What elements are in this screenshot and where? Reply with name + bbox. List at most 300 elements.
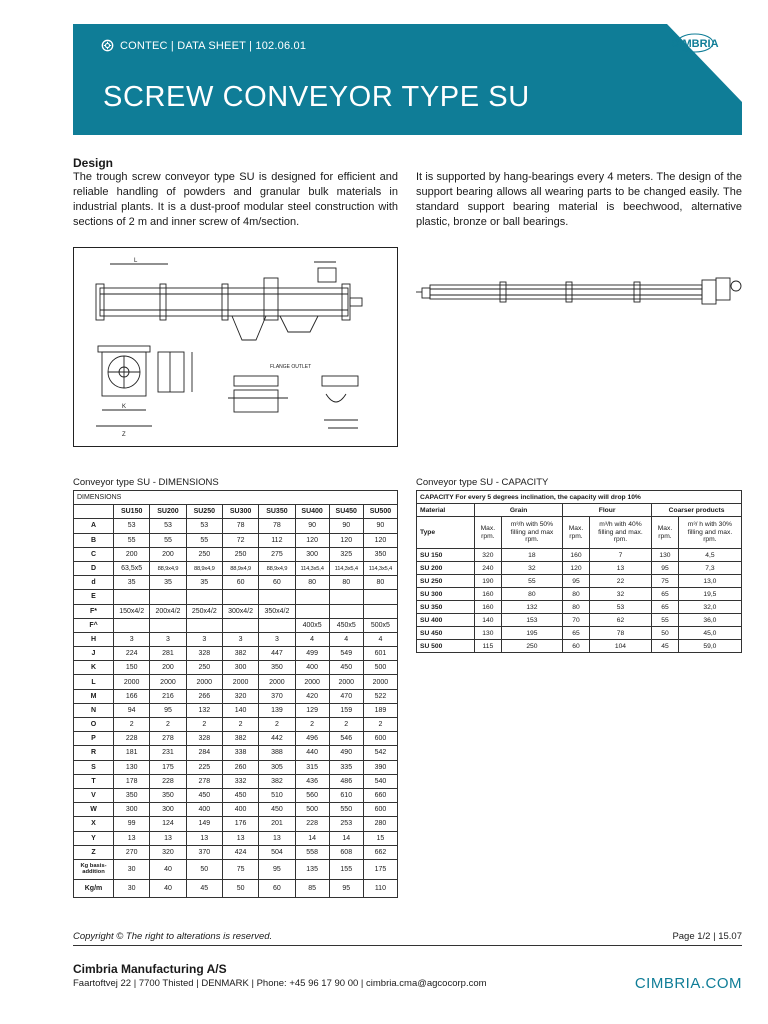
dimension-value: 420 [295, 689, 329, 703]
capacity-value: 32 [501, 562, 562, 575]
dimensions-column-header: SU150 [114, 505, 150, 519]
dimension-value [114, 590, 150, 604]
capacity-value: 190 [475, 575, 502, 588]
dimension-value: 2 [186, 718, 222, 732]
dimension-value [363, 590, 397, 604]
dimensions-row [74, 618, 398, 632]
dimensions-row [74, 845, 398, 859]
dimension-value: 78 [222, 519, 258, 533]
dimension-value: 139 [259, 703, 295, 717]
dimension-value [259, 590, 295, 604]
dimension-value: 382 [222, 647, 258, 661]
dimension-value: 500x5 [363, 618, 397, 632]
dimension-value: 2 [329, 718, 363, 732]
dimensions-column-header: SU200 [150, 505, 186, 519]
dimension-value: 90 [295, 519, 329, 533]
dimension-value: 608 [329, 845, 363, 859]
dimension-value: 99 [114, 817, 150, 831]
dimension-label: Y [74, 831, 114, 845]
capacity-value: 130 [652, 549, 679, 562]
dimension-value: 496 [295, 732, 329, 746]
capacity-type-label: Type [417, 517, 475, 549]
dimensions-title: DIMENSIONS [74, 491, 398, 505]
dimension-value: 72 [222, 533, 258, 547]
dimension-value: 2000 [363, 675, 397, 689]
dimensions-header-row [74, 505, 398, 519]
dimension-value: 53 [114, 519, 150, 533]
dimensions-row [74, 718, 398, 732]
dimension-value: 35 [114, 576, 150, 590]
website-link[interactable]: CIMBRIA.COM [634, 975, 742, 992]
dimension-value: 95 [329, 879, 363, 897]
dimension-value: 175 [363, 859, 397, 879]
dimension-value: 305 [259, 760, 295, 774]
dimension-value: 400 [295, 661, 329, 675]
dimension-value: 382 [259, 774, 295, 788]
dimension-value [329, 590, 363, 604]
copyright-note: Copyright © The right to alterations is reserved. [73, 931, 273, 942]
dimensions-row [74, 647, 398, 661]
dimension-value: 225 [186, 760, 222, 774]
dimension-label: T [74, 774, 114, 788]
dimension-value: 55 [114, 533, 150, 547]
dimension-value: 560 [295, 788, 329, 802]
dimension-value: 88,9x4,9 [259, 561, 295, 575]
capacity-value: 104 [589, 640, 651, 653]
dimension-value: 120 [363, 533, 397, 547]
dimension-value: 400 [222, 803, 258, 817]
dimension-value: 300 [222, 661, 258, 675]
dimension-value: 35 [150, 576, 186, 590]
dimension-label: C [74, 547, 114, 561]
capacity-value: 45,0 [678, 627, 741, 640]
dimension-value: 610 [329, 788, 363, 802]
capacity-value: 65 [652, 601, 679, 614]
dimension-value: 175 [150, 760, 186, 774]
dimensions-row [74, 746, 398, 760]
dimension-label: W [74, 803, 114, 817]
capacity-row [417, 562, 742, 575]
dimension-value: 40 [150, 879, 186, 897]
dimension-value [363, 604, 397, 618]
dimension-value: 470 [329, 689, 363, 703]
dimension-value: 3 [150, 632, 186, 646]
dimension-value: 3 [222, 632, 258, 646]
dimension-value: 120 [295, 533, 329, 547]
dimensions-row [74, 774, 398, 788]
dimension-value: 660 [363, 788, 397, 802]
dimension-value: 270 [114, 845, 150, 859]
dimension-value: 2000 [114, 675, 150, 689]
dimensions-row [74, 661, 398, 675]
dimension-value: 201 [259, 817, 295, 831]
dimension-value: 15 [363, 831, 397, 845]
dimension-value [186, 590, 222, 604]
dimension-value: 328 [186, 647, 222, 661]
dimension-value: 60 [222, 576, 258, 590]
dimension-value: 80 [295, 576, 329, 590]
capacity-type: SU 500 [417, 640, 475, 653]
capacity-value: 53 [589, 601, 651, 614]
capacity-table [416, 490, 742, 653]
dimension-value: 250x4/2 [186, 604, 222, 618]
capacity-row [417, 614, 742, 627]
dimensions-row [74, 760, 398, 774]
dimension-value [329, 604, 363, 618]
dimension-value: 53 [150, 519, 186, 533]
dimensions-row [74, 675, 398, 689]
dimension-value: 63,5x5 [114, 561, 150, 575]
capacity-group-header: Coarser products [652, 504, 742, 517]
dimension-value: 60 [259, 879, 295, 897]
dimension-value: 3 [186, 632, 222, 646]
dimensions-row [74, 604, 398, 618]
dimension-value: 601 [363, 647, 397, 661]
svg-text:K: K [122, 404, 127, 410]
dimension-value: 2000 [329, 675, 363, 689]
dimension-value: 78 [259, 519, 295, 533]
dimension-value: 328 [186, 732, 222, 746]
dimension-value: 3 [114, 632, 150, 646]
dimension-value: 250 [186, 547, 222, 561]
dimension-value: 228 [295, 817, 329, 831]
dimension-value: 13 [150, 831, 186, 845]
dimension-value: 14 [329, 831, 363, 845]
dimension-value: 320 [222, 689, 258, 703]
dimension-value: 315 [295, 760, 329, 774]
dimension-value: 281 [150, 647, 186, 661]
capacity-value: 22 [589, 575, 651, 588]
dimension-value: 540 [363, 774, 397, 788]
capacity-value: 153 [501, 614, 562, 627]
capacity-subheader: m³/h with 40% filling and max. rpm. [589, 517, 651, 549]
capacity-subheader: Max. rpm. [652, 517, 679, 549]
dimension-value: 2 [363, 718, 397, 732]
dimension-value: 499 [295, 647, 329, 661]
capacity-group-row [417, 504, 742, 517]
dimension-value: 500 [295, 803, 329, 817]
dimension-value: 253 [329, 817, 363, 831]
capacity-row [417, 588, 742, 601]
dimension-value: 400 [186, 803, 222, 817]
dimension-value: 450x5 [329, 618, 363, 632]
dimension-value: 250 [186, 661, 222, 675]
capacity-caption: Conveyor type SU - CAPACITY [416, 477, 549, 488]
dimensions-column-header: SU500 [363, 505, 397, 519]
dimension-value: 338 [222, 746, 258, 760]
dimension-value [295, 604, 329, 618]
dimension-value: 140 [222, 703, 258, 717]
drawing-svg [74, 248, 397, 446]
capacity-value: 32,0 [678, 601, 741, 614]
dimension-value: 88,9x4,9 [186, 561, 222, 575]
capacity-value: 95 [563, 575, 590, 588]
dimensions-column-header: SU250 [186, 505, 222, 519]
dimension-value: 189 [363, 703, 397, 717]
dimensions-column-header: SU350 [259, 505, 295, 519]
dimension-value: 2000 [295, 675, 329, 689]
dimension-value: 95 [259, 859, 295, 879]
capacity-value: 115 [475, 640, 502, 653]
dimension-value: 149 [186, 817, 222, 831]
capacity-value: 62 [589, 614, 651, 627]
dimension-value: 2 [150, 718, 186, 732]
dimension-label: H [74, 632, 114, 646]
capacity-type: SU 250 [417, 575, 475, 588]
dimension-value [222, 590, 258, 604]
company-name: Cimbria Manufacturing A/S [73, 962, 227, 976]
dimension-value: 440 [295, 746, 329, 760]
dimension-label: J [74, 647, 114, 661]
capacity-value: 60 [563, 640, 590, 653]
dimension-value: 250 [222, 547, 258, 561]
dimension-value: 114,3x5,4 [295, 561, 329, 575]
dimension-value: 350 [114, 788, 150, 802]
dimensions-row [74, 519, 398, 533]
dimension-value: 4 [329, 632, 363, 646]
capacity-row [417, 627, 742, 640]
dimension-value: 442 [259, 732, 295, 746]
capacity-value: 250 [501, 640, 562, 653]
dimensions-row [74, 590, 398, 604]
dimensions-row [74, 576, 398, 590]
dimension-value: 181 [114, 746, 150, 760]
dimension-value: 150 [114, 661, 150, 675]
dimension-value: 2000 [222, 675, 258, 689]
dimension-value: 332 [222, 774, 258, 788]
dimensions-row [74, 632, 398, 646]
dimension-label: F* [74, 604, 114, 618]
dimension-value: 90 [363, 519, 397, 533]
dimension-value: 166 [114, 689, 150, 703]
dimension-value: 490 [329, 746, 363, 760]
capacity-value: 80 [563, 588, 590, 601]
dimension-value: 231 [150, 746, 186, 760]
conveyor-side-svg [416, 262, 742, 322]
dimension-value: 2 [259, 718, 295, 732]
dimension-value: 55 [186, 533, 222, 547]
dimension-value: 486 [329, 774, 363, 788]
dimension-value: 558 [295, 845, 329, 859]
dimension-label: K [74, 661, 114, 675]
technical-drawing [73, 247, 398, 447]
dimension-value: 80 [363, 576, 397, 590]
svg-text:L: L [134, 258, 138, 264]
dimension-value: 53 [186, 519, 222, 533]
dimension-value: 200 [114, 547, 150, 561]
dimension-value: 284 [186, 746, 222, 760]
dimension-value: 13 [259, 831, 295, 845]
dimension-value: 90 [329, 519, 363, 533]
dimension-value: 120 [329, 533, 363, 547]
dimension-value: 2000 [259, 675, 295, 689]
dimension-value: 94 [114, 703, 150, 717]
dimension-value: 450 [222, 788, 258, 802]
capacity-value: 95 [652, 562, 679, 575]
design-text-left: The trough screw conveyor type SU is designed for efficient and reliable handling of powders and granular bulk materials in industrial plants. It is a dust-proof modular steel construction with sections of 2 m and inner screw of 4m/section. [73, 171, 398, 228]
capacity-value: 160 [475, 588, 502, 601]
svg-text:Z: Z [122, 432, 126, 438]
capacity-value: 13,0 [678, 575, 741, 588]
capacity-value: 70 [563, 614, 590, 627]
dimension-value [259, 618, 295, 632]
dimensions-row [74, 803, 398, 817]
dimensions-row [74, 817, 398, 831]
dimension-value: 546 [329, 732, 363, 746]
dimensions-kg_m-row [74, 879, 398, 897]
dimensions-corner-cell [74, 505, 114, 519]
capacity-title-row [417, 491, 742, 504]
capacity-subheader: m³/h with 50% filling and max rpm. [501, 517, 562, 549]
contec-logo-icon [101, 39, 114, 52]
capacity-value: 32 [589, 588, 651, 601]
dimension-value: 75 [222, 859, 258, 879]
dimension-value: 320 [150, 845, 186, 859]
dimension-value: 114,3x5,4 [363, 561, 397, 575]
dimensions-column-header: SU400 [295, 505, 329, 519]
dimension-value: 325 [329, 547, 363, 561]
dimension-value: 275 [259, 547, 295, 561]
dimension-value: 55 [150, 533, 186, 547]
capacity-row [417, 575, 742, 588]
dimension-value: 522 [363, 689, 397, 703]
dimension-value: 549 [329, 647, 363, 661]
dimension-value: 3 [259, 632, 295, 646]
capacity-value: 59,0 [678, 640, 741, 653]
capacity-value: 13 [589, 562, 651, 575]
design-heading: Design [73, 156, 114, 170]
dimension-value: 382 [222, 732, 258, 746]
dimension-value: 150x4/2 [114, 604, 150, 618]
dimensions-table [73, 490, 398, 898]
dimension-value: 350 [150, 788, 186, 802]
capacity-value: 65 [563, 627, 590, 640]
capacity-value: 78 [589, 627, 651, 640]
dimension-label: N [74, 703, 114, 717]
dimension-value [150, 590, 186, 604]
dimension-value [222, 618, 258, 632]
dimension-value: 300 [114, 803, 150, 817]
capacity-type: SU 350 [417, 601, 475, 614]
capacity-value: 240 [475, 562, 502, 575]
dimension-label: A [74, 519, 114, 533]
dimension-label: L [74, 675, 114, 689]
dimension-value: 542 [363, 746, 397, 760]
capacity-row [417, 601, 742, 614]
dimension-value: 114,3x5,4 [329, 561, 363, 575]
dimensions-row [74, 689, 398, 703]
logo-text: CIMBRIA [671, 38, 719, 50]
dimension-value: 2000 [186, 675, 222, 689]
dimension-value: 500 [363, 661, 397, 675]
dimension-value: 200 [150, 547, 186, 561]
capacity-value: 55 [652, 614, 679, 627]
capacity-type: SU 400 [417, 614, 475, 627]
capacity-subheader: Max. rpm. [475, 517, 502, 549]
dimension-value: 424 [222, 845, 258, 859]
dimension-label: R [74, 746, 114, 760]
dimension-label: d [74, 576, 114, 590]
dimensions-row [74, 788, 398, 802]
capacity-value: 65 [652, 588, 679, 601]
dimension-label: Z [74, 845, 114, 859]
capacity-type: SU 450 [417, 627, 475, 640]
capacity-row [417, 640, 742, 653]
dimension-value: 450 [186, 788, 222, 802]
capacity-subheader: Max. rpm. [563, 517, 590, 549]
dimension-value: 112 [259, 533, 295, 547]
company-address: Faartoftvej 22 | 7700 Thisted | DENMARK | Phone: +45 96 17 90 00 | cimbria.cma@agcocorp.com [73, 978, 487, 989]
capacity-group-header: Grain [475, 504, 563, 517]
capacity-value: 7,3 [678, 562, 741, 575]
footer-divider [73, 945, 742, 946]
dimension-value: 4 [295, 632, 329, 646]
dimension-label: E [74, 590, 114, 604]
capacity-value: 7 [589, 549, 651, 562]
dimension-value: 350 [259, 661, 295, 675]
dimension-value: 50 [186, 859, 222, 879]
dimension-value: 200x4/2 [150, 604, 186, 618]
dimension-value: 130 [114, 760, 150, 774]
dimension-value: 176 [222, 817, 258, 831]
dimension-value: 50 [222, 879, 258, 897]
capacity-value: 55 [501, 575, 562, 588]
dimensions-column-header: SU450 [329, 505, 363, 519]
dimension-label: X [74, 817, 114, 831]
conveyor-side-view [416, 262, 742, 322]
dimensions-kg_basis-row [74, 859, 398, 879]
dimension-label: F^ [74, 618, 114, 632]
document-meta [101, 39, 306, 52]
dimension-value: 80 [329, 576, 363, 590]
dimension-value: 110 [363, 879, 397, 897]
dimension-value: 13 [186, 831, 222, 845]
capacity-subheader-row [417, 517, 742, 549]
dimension-value: 30 [114, 859, 150, 879]
capacity-value: 160 [475, 601, 502, 614]
dimension-value: 2 [114, 718, 150, 732]
dimension-value: 95 [150, 703, 186, 717]
dimension-value: 266 [186, 689, 222, 703]
dimension-value: 88,9x4,9 [222, 561, 258, 575]
dimension-value: 300x4/2 [222, 604, 258, 618]
dimension-value: 216 [150, 689, 186, 703]
dimension-value: 450 [329, 661, 363, 675]
dimension-value: 228 [150, 774, 186, 788]
dimension-value: 224 [114, 647, 150, 661]
dimension-value: 278 [150, 732, 186, 746]
dimension-value: 200 [150, 661, 186, 675]
dimension-value: 159 [329, 703, 363, 717]
capacity-type: SU 300 [417, 588, 475, 601]
dimension-value: 85 [295, 879, 329, 897]
dimension-value: 504 [259, 845, 295, 859]
dimension-value: 335 [329, 760, 363, 774]
capacity-value: 132 [501, 601, 562, 614]
capacity-value: 75 [652, 575, 679, 588]
dimension-value [114, 618, 150, 632]
dimension-value: 662 [363, 845, 397, 859]
dimension-value: 4 [363, 632, 397, 646]
dimension-value: 155 [329, 859, 363, 879]
capacity-material-label: Material [417, 504, 475, 517]
dimensions-caption: Conveyor type SU - DIMENSIONS [73, 477, 219, 488]
capacity-value: 45 [652, 640, 679, 653]
dimensions-row [74, 561, 398, 575]
dimension-value: 132 [186, 703, 222, 717]
dimension-label: Kg basis-addition [74, 859, 114, 879]
dimension-value: 60 [259, 576, 295, 590]
